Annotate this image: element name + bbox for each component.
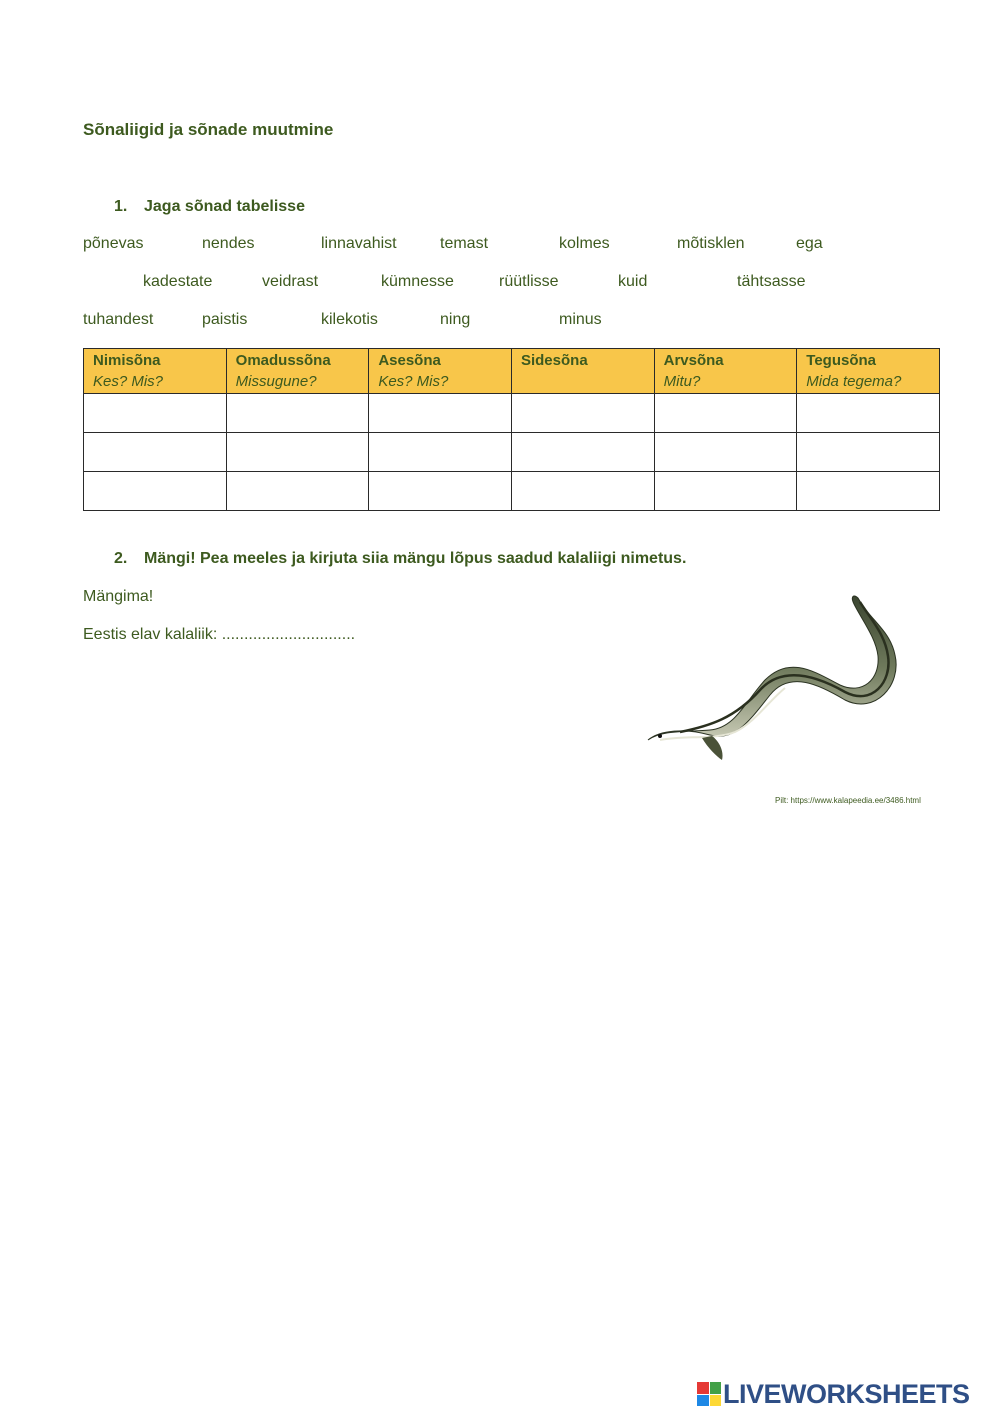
column-header-asesona: Asesõna Kes? Mis? [369, 349, 512, 394]
drop-cell[interactable] [226, 433, 369, 472]
page-title: Sõnaliigid ja sõnade muutmine [83, 120, 334, 139]
task-1-heading [114, 198, 305, 216]
word-item[interactable]: põnevas [83, 235, 144, 252]
word-item[interactable]: veidrast [262, 273, 319, 290]
word-row-3 [0, 311, 1000, 333]
liveworksheets-logo [697, 1379, 970, 1409]
word-item[interactable]: linnavahist [321, 235, 397, 252]
drop-cell[interactable] [84, 433, 227, 472]
word-item[interactable]: kuid [618, 273, 648, 290]
task-1-number: 1. [114, 198, 128, 215]
task-2-number: 2. [114, 550, 128, 567]
word-item[interactable]: mõtisklen [677, 235, 745, 252]
drop-cell[interactable] [84, 472, 227, 511]
play-link[interactable]: Mängima! [83, 588, 154, 605]
eel-icon [640, 590, 910, 770]
column-header-omadussona: Omadussõna Missugune? [226, 349, 369, 394]
word-item[interactable]: temast [440, 235, 489, 252]
word-row-1 [0, 235, 1000, 257]
word-item[interactable]: tuhandest [83, 311, 154, 328]
liveworksheets-wordmark: LIVEWORKSHEETS [723, 1378, 970, 1409]
word-sorting-table [83, 348, 940, 511]
word-item[interactable]: kümnesse [381, 273, 454, 290]
drop-cell[interactable] [84, 394, 227, 433]
table-row [84, 433, 940, 472]
drop-cell[interactable] [369, 472, 512, 511]
table-row [84, 394, 940, 433]
word-item[interactable]: ning [440, 311, 471, 328]
word-item[interactable]: kilekotis [321, 311, 378, 328]
liveworksheets-icon [697, 1382, 721, 1406]
word-item[interactable]: kadestate [143, 273, 213, 290]
table-row [84, 472, 940, 511]
task-1-text: Jaga sõnad tabelisse [144, 198, 305, 215]
drop-cell[interactable] [226, 472, 369, 511]
word-item[interactable]: minus [559, 311, 602, 328]
drop-cell[interactable] [511, 472, 654, 511]
drop-cell[interactable] [511, 433, 654, 472]
species-answer-line[interactable]: Eestis elav kalaliik: .............................. [83, 626, 356, 643]
drop-cell[interactable] [226, 394, 369, 433]
drop-cell[interactable] [797, 394, 940, 433]
word-item[interactable]: tähtsasse [737, 273, 806, 290]
word-item[interactable]: paistis [202, 311, 248, 328]
column-header-nimisona: Nimisõna Kes? Mis? [84, 349, 227, 394]
column-header-arvsona: Arvsõna Mitu? [654, 349, 797, 394]
image-credit: Pilt: https://www.kalapeedia.ee/3486.html [775, 796, 921, 805]
task-2-heading [114, 550, 686, 568]
word-item[interactable]: kolmes [559, 235, 610, 252]
word-item[interactable]: nendes [202, 235, 255, 252]
word-row-2 [0, 273, 1000, 295]
word-item[interactable]: ega [796, 235, 823, 252]
task-2-text: Mängi! Pea meeles ja kirjuta siia mängu lõpus saadud kalaliigi nimetus. [144, 550, 687, 567]
drop-cell[interactable] [654, 472, 797, 511]
drop-cell[interactable] [511, 394, 654, 433]
drop-cell[interactable] [797, 472, 940, 511]
drop-cell[interactable] [654, 433, 797, 472]
drop-cell[interactable] [797, 433, 940, 472]
drop-cell[interactable] [654, 394, 797, 433]
column-header-sidesona: Sidesõna [511, 349, 654, 394]
drop-cell[interactable] [369, 433, 512, 472]
column-header-tegusona: Tegusõna Mida tegema? [797, 349, 940, 394]
drop-cell[interactable] [369, 394, 512, 433]
word-item[interactable]: rüütlisse [499, 273, 559, 290]
table-header-row [84, 349, 940, 394]
